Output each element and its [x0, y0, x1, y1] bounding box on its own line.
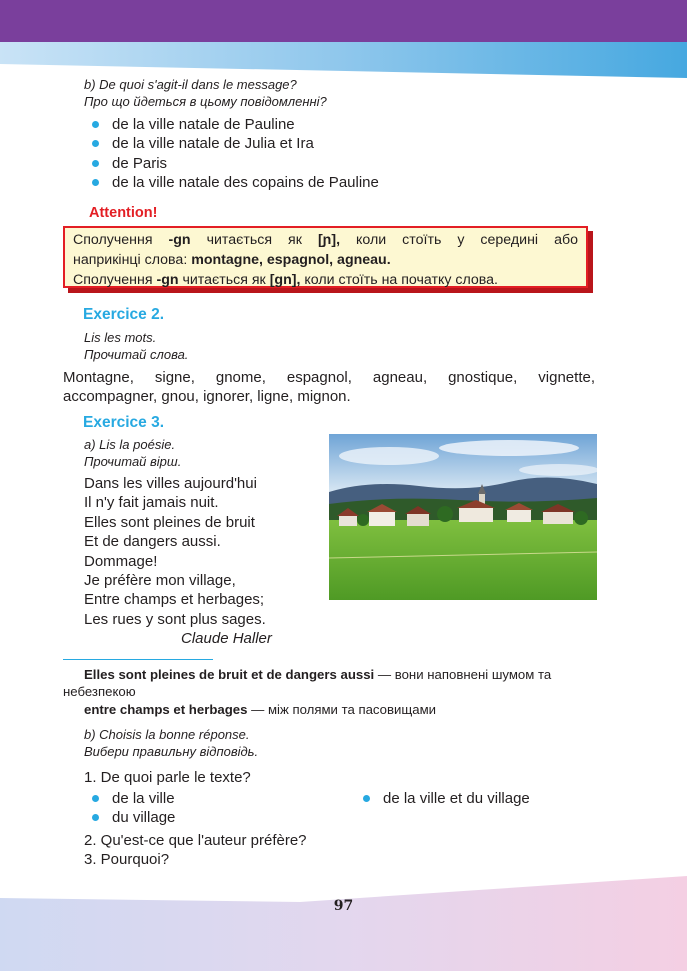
- q1-options-left: [90, 789, 330, 828]
- poem: [84, 474, 266, 629]
- rule-line-3: Сполучення -gn читається як [gn], коли стоїть на початку слова.: [73, 272, 498, 288]
- exercise-2-instruction-fr: Lis les mots.: [84, 330, 157, 345]
- page-number: 97: [333, 898, 354, 914]
- glossary-entry-1-cont: небезпекою: [63, 684, 136, 699]
- poem-line: Dans les villes aujourd'hui: [84, 475, 257, 492]
- poem-line: Entre champs et herbages;: [84, 591, 265, 609]
- question-uk: Про що йдеться в цьому повідомленні?: [84, 94, 327, 109]
- exercise-3-title: Exercice 3.: [83, 414, 165, 431]
- poem-line: Dommage!: [84, 552, 158, 570]
- poem-line: Les rues y sont plus sages.: [84, 610, 266, 628]
- list-item: de la ville natale de Julia et Ira: [90, 134, 490, 153]
- bullet-icon: [92, 160, 99, 167]
- bullet-icon: [92, 814, 99, 821]
- glossary-entry-2: entre champs et herbages — між полями та пасовищами: [84, 702, 436, 717]
- poem-line: Elles sont pleines de bruit: [84, 513, 255, 531]
- choose-instruction-fr: b) Choisis la bonne réponse.: [84, 727, 250, 742]
- village-photo: [329, 434, 597, 600]
- poem-line: Et de dangers aussi.: [84, 533, 221, 551]
- header-decoration: [0, 0, 687, 80]
- poem-author: Claude Haller: [181, 630, 272, 647]
- question-3: 3. Pourquoi?: [84, 851, 170, 868]
- list-item: de la ville natale de Pauline: [90, 115, 490, 134]
- exercise-2-instruction-uk: Прочитай слова.: [84, 347, 189, 362]
- word-list-line-1: Montagne, signe, gnome, espagnol, agneau, gnostique, vignette,: [63, 369, 595, 386]
- rule-line-2: наприкінці слова: montagne, espagnol, agneau.: [73, 252, 391, 268]
- bullet-icon: [363, 795, 370, 802]
- question-1: 1. De quoi parle le texte?: [84, 769, 251, 786]
- exercise-2-title: Exercice 2.: [83, 306, 165, 323]
- question-fr: b) De quoi s'agit-il dans le message?: [84, 77, 297, 92]
- answer-list: [90, 115, 490, 193]
- poem-line: Je préfère mon village,: [84, 572, 236, 590]
- rule-box: [63, 226, 588, 288]
- glossary-divider: [63, 659, 213, 660]
- word-list-line-2: accompagner, gnou, ignorer, ligne, mignon.: [63, 388, 351, 405]
- list-item: du village: [90, 808, 330, 827]
- choose-instruction-uk: Вибери правильну відповідь.: [84, 744, 259, 759]
- list-item: de la ville natale des copains de Pauline: [90, 173, 490, 192]
- bullet-icon: [92, 140, 99, 147]
- rule-line-1: Сполучення -gn читається як [ɲ], коли стоїть у середині або: [73, 232, 578, 248]
- attention-title: Attention!: [89, 205, 158, 221]
- q1-options-right: [361, 789, 601, 808]
- exercise-3-instruction-fr: a) Lis la poésie.: [84, 437, 176, 452]
- glossary-entry-1: Elles sont pleines de bruit et de dangers aussi — вони наповнені шумом та: [84, 667, 552, 682]
- exercise-3-instruction-uk: Прочитай вірш.: [84, 454, 182, 469]
- footer-decoration: [0, 872, 687, 971]
- bullet-icon: [92, 121, 99, 128]
- list-item: de la ville et du village: [361, 789, 601, 808]
- bullet-icon: [92, 795, 99, 802]
- list-item: de Paris: [90, 154, 490, 173]
- list-item: de la ville: [90, 789, 330, 808]
- poem-line: Il n'y fait jamais nuit.: [84, 494, 219, 512]
- question-2: 2. Qu'est-ce que l'auteur préfère?: [84, 832, 307, 849]
- bullet-icon: [92, 179, 99, 186]
